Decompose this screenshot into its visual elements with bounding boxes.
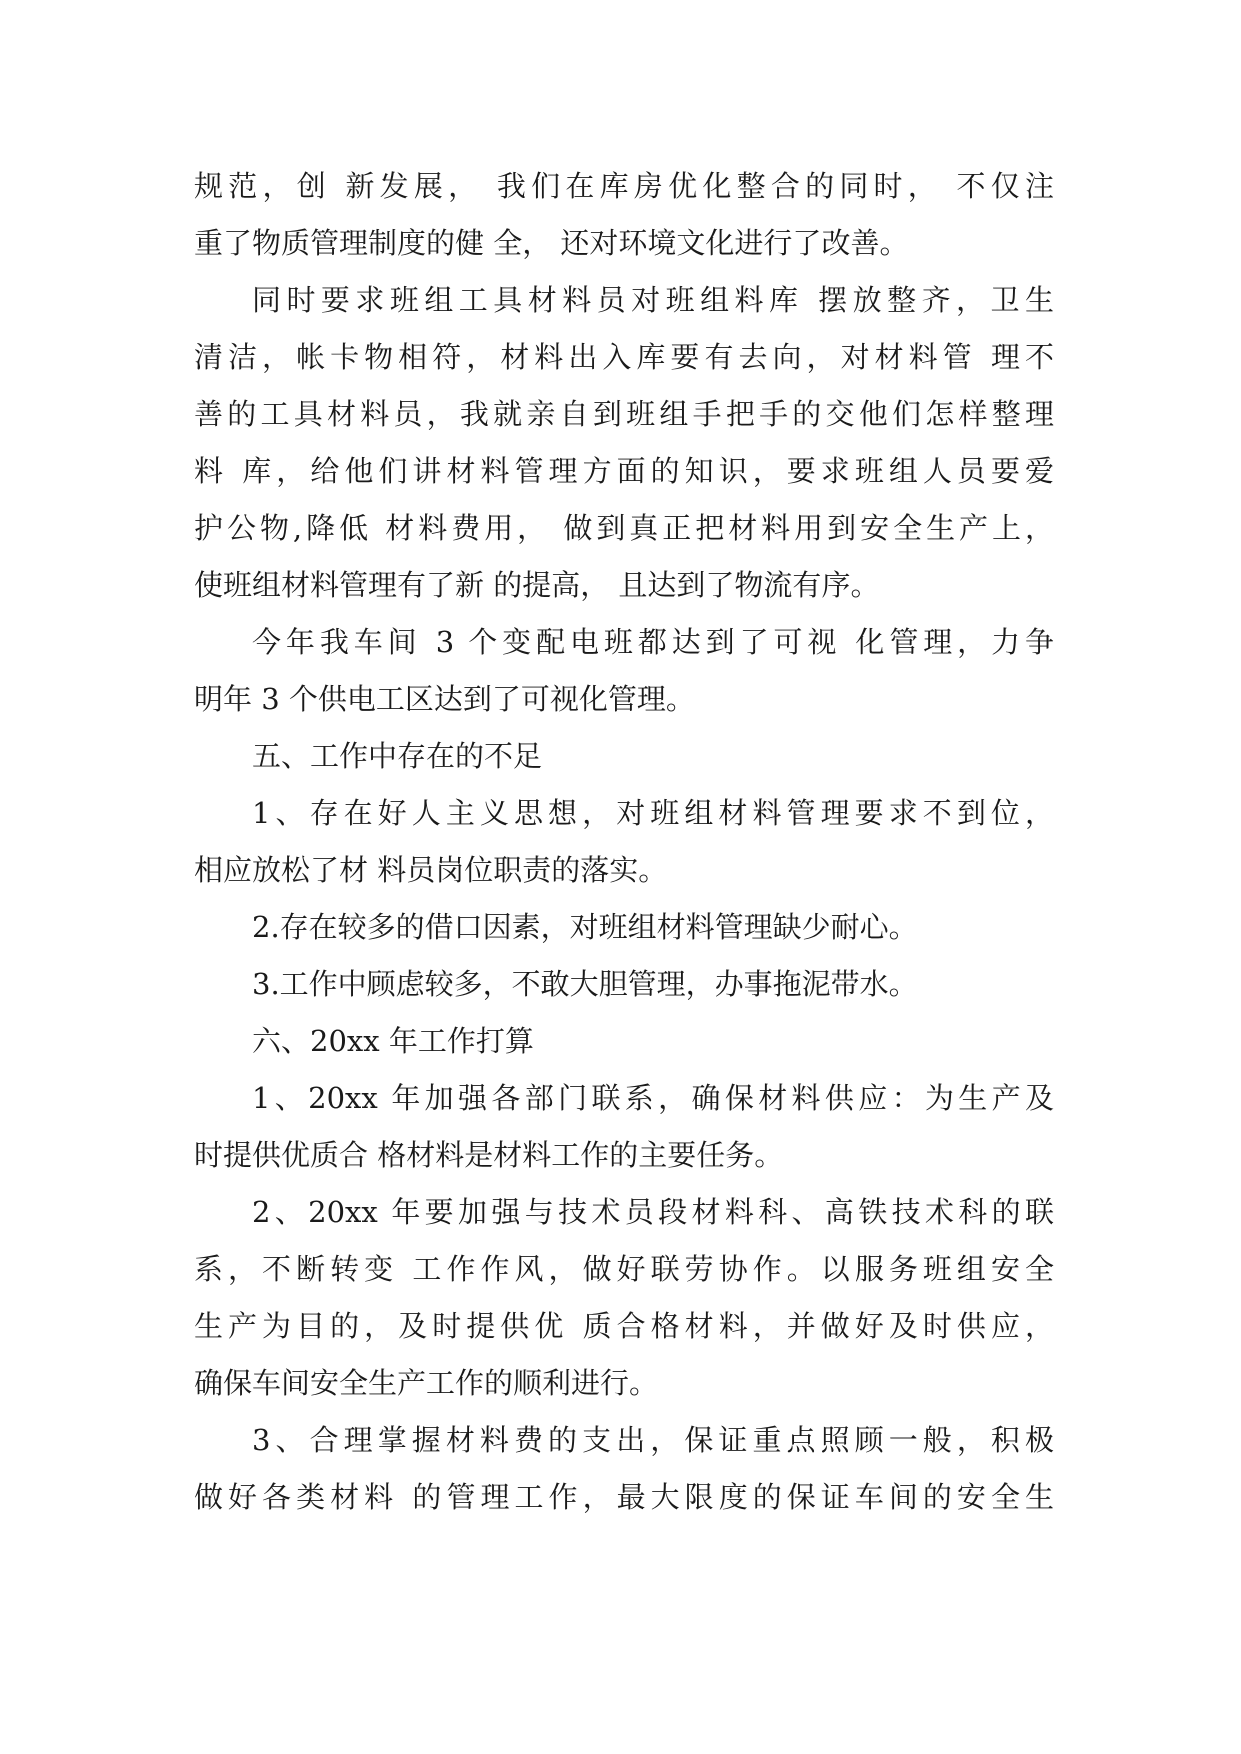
text-line: 时提供优质合 格材料是材料工作的主要任务。 (194, 1138, 784, 1172)
list-item: 1、存在好人主义思想，对班组材料管理要求不到位， (252, 796, 1054, 830)
text-line: 系，不断转变 工作作风，做好联劳协作。以服务班组安全 (194, 1252, 1054, 1286)
section-heading: 五、工作中存在的不足 (252, 739, 543, 773)
text-line: 重了物质管理制度的健 全， 还对环境文化进行了改善。 (194, 226, 909, 260)
list-item: 3.工作中顾虑较多，不敢大胆管理，办事拖泥带水。 (252, 967, 918, 1001)
text-line: 做好各类材料 的管理工作，最大限度的保证车间的安全生 (194, 1480, 1054, 1514)
text-line: 护公物,降低 材料费用， 做到真正把材料用到安全生产上， (194, 511, 1054, 545)
text-line: 料 库，给他们讲材料管理方面的知识，要求班组人员要爱 (194, 454, 1054, 488)
list-item: 2、20xx 年要加强与技术员段材料科、高铁技术科的联 (252, 1195, 1054, 1229)
text-line: 规范，创 新发展， 我们在库房优化整合的同时， 不仅注 (194, 169, 1054, 203)
text-line: 清洁，帐卡物相符，材料出入库要有去向，对材料管 理不 (194, 340, 1054, 374)
text-line: 确保车间安全生产工作的顺利进行。 (194, 1366, 659, 1400)
text-line: 同时要求班组工具材料员对班组料库 摆放整齐，卫生 (252, 283, 1054, 317)
text-line: 使班组材料管理有了新 的提高， 且达到了物流有序。 (194, 568, 880, 602)
section-heading: 六、20xx 年工作打算 (252, 1024, 534, 1058)
list-item: 1、20xx 年加强各部门联系，确保材料供应：为生产及 (252, 1081, 1054, 1115)
text-line: 相应放松了材 料员岗位职责的落实。 (194, 853, 668, 887)
text-line: 生产为目的，及时提供优 质合格材料，并做好及时供应， (194, 1309, 1054, 1343)
text-line: 今年我车间 3 个变配电班都达到了可视 化管理，力争 (252, 625, 1054, 659)
text-line: 明年 3 个供电工区达到了可视化管理。 (194, 682, 695, 716)
list-item: 2.存在较多的借口因素，对班组材料管理缺少耐心。 (252, 910, 918, 944)
list-item: 3、合理掌握材料费的支出，保证重点照顾一般，积极 (252, 1423, 1054, 1457)
text-line: 善的工具材料员，我就亲自到班组手把手的交他们怎样整理 (194, 397, 1054, 431)
